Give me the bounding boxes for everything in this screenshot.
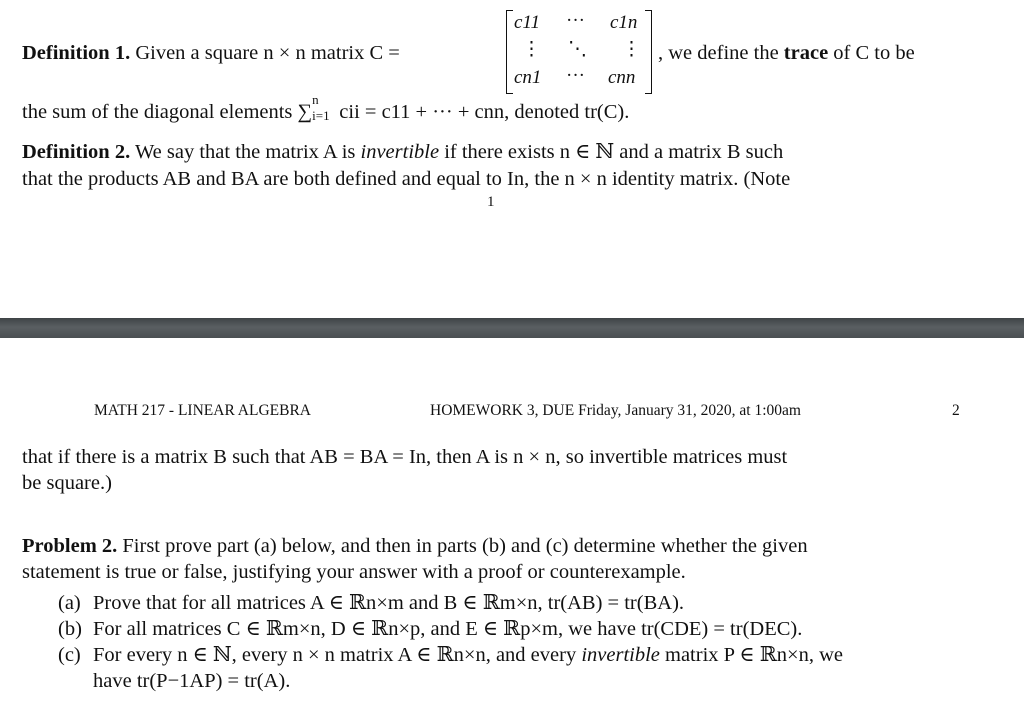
part-b-label: (b) [58,618,82,640]
matrix-hdots-bottom: ··· [566,65,585,86]
definition-2-text-b: if there exists n ∈ ℕ and a matrix B such [439,141,784,163]
part-c-text-b: matrix P ∈ ℝn×n, we [659,644,843,666]
trace-matrix [506,10,652,92]
definition-1-label: Definition 1. [22,42,131,64]
matrix-entry-cn1: cn1 [514,67,542,88]
course-header: MATH 217 - LINEAR ALGEBRA [94,402,311,419]
definition-1-tail [658,41,915,65]
trace-term: trace [783,42,829,64]
sum-expression: cii = c11 + ··· + cnn, denoted tr(C). [334,101,630,123]
part-c-line-2: have tr(P−1AP) = tr(A). [93,670,291,692]
matrix-entry-cnn: cnn [608,67,636,88]
definition-1-line-2 [22,92,630,124]
definition-1-tail-end: of C to be [828,42,915,64]
matrix-right-bracket [645,10,652,94]
part-c-label: (c) [58,644,81,666]
sum-lower-limit: i=1 [312,108,330,123]
invertible-term: invertible [360,141,440,163]
part-a-label: (a) [58,592,81,614]
page-number-2: 2 [952,402,960,419]
definition-1-tail-text: , we define the [658,42,784,64]
part-c-text-a: For every n ∈ ℕ, every n × n matrix A ∈ ℝn×n, and every [93,644,582,666]
definition-2-label: Definition 2. [22,141,131,163]
matrix-hdots-top: ··· [566,10,585,31]
sum-upper-limit: n [312,92,319,107]
part-a-text: Prove that for all matrices A ∈ ℝn×m and B ∈ ℝm×n, tr(AB) = tr(BA). [93,592,685,614]
page-break-divider [0,318,1024,338]
matrix-vdots-right: ⋮ [622,39,641,60]
part-c-invertible-term: invertible [581,644,660,666]
problem-2-label: Problem 2. [22,535,118,557]
matrix-ddots: ⋱ [568,39,587,60]
definition-2-text-a: We say that the matrix A is [134,141,361,163]
part-c-line-1 [93,643,843,667]
definition-1-line-1 [22,41,400,65]
matrix-vdots-left: ⋮ [522,39,541,60]
matrix-entry-c1n: c1n [610,12,638,33]
problem-2-line-2: statement is true or false, justifying your answer with a proof or counterexample. [22,561,686,583]
page-1 [0,0,1024,318]
page-number-1: 1 [487,194,495,210]
sum-intro: the sum of the diagonal elements ∑ [22,101,313,123]
problem-2-line-1 [22,534,808,558]
part-b-text: For all matrices C ∈ ℝm×n, D ∈ ℝn×p, and E ∈ ℝp×m, we have tr(CDE) = tr(DEC). [93,618,803,640]
page-2 [0,338,1024,704]
definition-1-text: Given a square n × n matrix C = [135,42,400,64]
note-line-2: be square.) [22,472,112,494]
matrix-entry-c11: c11 [514,12,541,33]
definition-2-line-2: that the products AB and BA are both defined and equal to In, the n × n identity matrix. (Note [22,168,791,190]
definition-2-line-1 [22,140,783,164]
matrix-left-bracket [506,10,513,94]
note-line-1: that if there is a matrix B such that AB = BA = In, then A is n × n, so invertible matrices must [22,446,788,468]
homework-header: HOMEWORK 3, DUE Friday, January 31, 2020, at 1:00am [430,402,801,419]
problem-2-text: First prove part (a) below, and then in parts (b) and (c) determine whether the given [122,535,808,557]
